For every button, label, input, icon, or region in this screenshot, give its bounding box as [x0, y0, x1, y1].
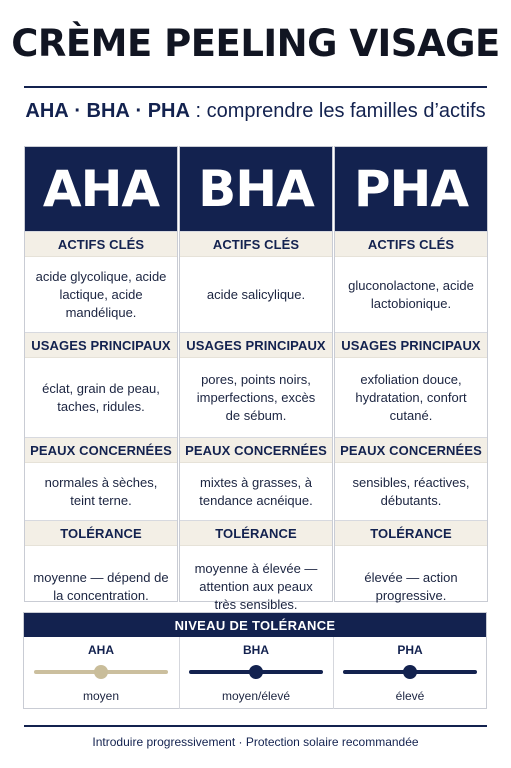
tolerance-item-name: AHA	[88, 643, 114, 657]
section-label-actifs: ACTIFS CLÉS	[25, 231, 177, 257]
section-text-actifs: gluconolactone, acide lactobionique.	[348, 277, 474, 311]
tolerance-item-name: PHA	[397, 643, 423, 657]
subtitle-separator: ·	[135, 100, 143, 122]
tolerance-scale-title: NIVEAU DE TOLÉRANCE	[24, 613, 486, 637]
section-text-usages: pores, points noirs, imperfections, excès de sébum.	[196, 371, 316, 423]
section-label-peaux: PEAUX CONCERNÉES	[25, 437, 177, 463]
section-text-peaux: sensibles, réactives, débutants.	[352, 474, 470, 508]
subtitle-pha: PHA	[147, 100, 190, 122]
section-text-tolerance: moyenne — dépend de la concentration.	[33, 570, 169, 603]
column-bha	[179, 146, 333, 612]
section-text-usages: éclat, grain de peau, taches, ridules.	[42, 380, 160, 414]
section-text-actifs: acide glycolique, acide lactique, acide mandélique.	[35, 268, 167, 320]
section-label-tolerance: TOLÉRANCE	[180, 520, 332, 546]
section-label-usages: USAGES PRINCIPAUX	[25, 332, 177, 358]
section-label-peaux: PEAUX CONCERNÉES	[335, 437, 487, 463]
section-text-usages: exfoliation douce, hydratation, confort cutané.	[355, 371, 467, 423]
section-label-usages: USAGES PRINCIPAUX	[335, 332, 487, 358]
column-aha	[24, 146, 178, 602]
section-label-actifs: ACTIFS CLÉS	[180, 231, 332, 257]
section-label-peaux: PEAUX CONCERNÉES	[180, 437, 332, 463]
tolerance-scale	[23, 612, 487, 709]
column-pha	[334, 146, 488, 602]
column-heading: PHA	[335, 147, 487, 231]
section-text-peaux: normales à sèches, teint terne.	[44, 474, 158, 508]
section-label-tolerance: TOLÉRANCE	[335, 520, 487, 546]
section-text-tolerance: moyenne à élevée — attention aux peaux très sensibles.	[194, 561, 318, 612]
tolerance-marker	[249, 665, 263, 679]
page-subtitle	[0, 100, 511, 123]
tolerance-item-level: moyen	[82, 689, 120, 703]
section-text-peaux: mixtes à grasses, à tendance acnéique.	[199, 474, 313, 508]
column-heading: AHA	[25, 147, 177, 231]
footer-divider	[24, 725, 487, 727]
section-text-tolerance: élevée — action progressive.	[364, 570, 458, 603]
title-divider	[24, 86, 487, 88]
tolerance-item-bha	[179, 637, 333, 709]
column-heading: BHA	[180, 147, 332, 231]
tolerance-marker	[403, 665, 417, 679]
footer-note: Introduire progressivement · Protection solaire recommandée	[92, 735, 419, 749]
section-label-usages: USAGES PRINCIPAUX	[180, 332, 332, 358]
tolerance-item-pha	[333, 637, 487, 709]
tolerance-item-aha	[24, 637, 178, 709]
tolerance-item-level: moyen/élevé	[221, 689, 291, 703]
tolerance-item-name: BHA	[243, 643, 269, 657]
page-title: CRÈME PEELING VISAGE	[11, 22, 500, 65]
tolerance-item-level: élevé	[395, 689, 425, 703]
subtitle-aha: AHA	[25, 100, 69, 122]
section-label-actifs: ACTIFS CLÉS	[335, 231, 487, 257]
subtitle-bha: BHA	[86, 100, 130, 122]
section-label-tolerance: TOLÉRANCE	[25, 520, 177, 546]
tolerance-marker	[94, 665, 108, 679]
subtitle-separator: ·	[74, 100, 81, 122]
subtitle-text: : comprendre les familles d’actifs	[195, 100, 486, 122]
section-text-actifs: acide salicylique.	[206, 286, 306, 302]
